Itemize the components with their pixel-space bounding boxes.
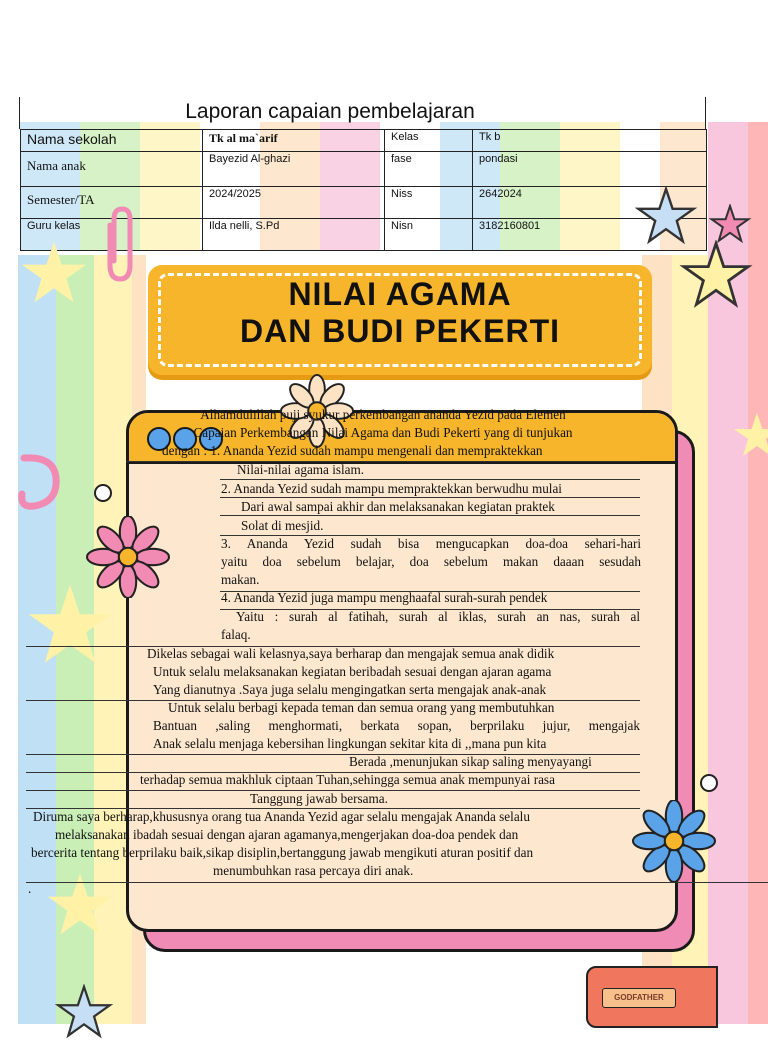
narrative-line: menumbuhkan rasa percaya diri anak. xyxy=(213,863,414,878)
narrative-line: terhadap semua makhluk ciptaan Tuhan,sehingga semua anak mempunyai rasa xyxy=(140,772,555,787)
narrative-line: Nilai-nilai agama islam. xyxy=(237,462,365,477)
narrative-line: Untuk selalu melaksanakan kegiatan beribadah sesuai dengan ajaran agama xyxy=(153,664,552,679)
table-row xyxy=(21,152,707,187)
frame-line-right xyxy=(705,97,706,129)
info-value: pondasi xyxy=(473,152,707,187)
narrative-line: Alhamdulillah puji syukur perkembangan ananda Yezid pada Elemen xyxy=(200,407,566,422)
narrative-line: 3. Ananda Yezid sudah bisa mengucapkan doa-doa sehari-hari xyxy=(221,536,641,551)
star-icon xyxy=(732,410,768,460)
banner-title-line1: NILAI AGAMA xyxy=(288,276,512,312)
narrative-line: makan. xyxy=(221,572,260,587)
info-value: 2024/2025 xyxy=(203,187,385,219)
star-icon xyxy=(40,870,120,940)
narrative-line: 2. Ananda Yezid sudah mampu mempraktekkan berwudhu mulai xyxy=(221,481,562,496)
flower-icon xyxy=(626,800,722,882)
narrative-line: falaq. xyxy=(221,627,251,642)
report-title: Laporan capaian pembelajaran xyxy=(185,100,475,123)
narrative-line: Diruma saya berharap,khususnya orang tua Ananda Yezid agar selalu mengajak Ananda selalu xyxy=(33,809,530,824)
info-label: Nisn xyxy=(385,219,473,251)
star-icon xyxy=(634,186,698,246)
narrative-line: Bantuan ,saling menghormati, berkata sopan, berprilaku jujur, mengajak xyxy=(153,718,640,733)
info-label: Nama sekolah xyxy=(21,130,203,152)
star-icon xyxy=(54,984,114,1040)
narrative-line: Yang dianutnya .Saya juga selalu mengingatkan serta mengajak anak-anak xyxy=(153,682,547,697)
info-label: Kelas xyxy=(385,130,473,152)
narrative-line: melaksanakan ibadah sesuai dengan ajaran agamanya,mengerjakan doa-doa pendek dan xyxy=(55,827,519,842)
info-label: fase xyxy=(385,152,473,187)
info-value: 3182160801 xyxy=(473,219,707,251)
info-value: 2642024 xyxy=(473,187,707,219)
narrative-line: Solat di mesjid. xyxy=(241,518,324,533)
narrative-line: Anak selalu menjaga kebersihan lingkungan sekitar kita di ,,mana pun kita xyxy=(153,736,547,751)
narrative-line: dengan : 1. Ananda Yezid sudah mampu mengenali dan mempraktekkan xyxy=(162,443,543,458)
table-row xyxy=(21,130,707,152)
narrative-line: Tanggung jawab bersama. xyxy=(250,791,388,806)
narrative-line: bercerita tentang berprilaku baik,sikap disiplin,bertanggung jawab mengikuti aturan positif dan xyxy=(31,845,534,860)
dot-decoration xyxy=(700,774,718,792)
book-icon xyxy=(586,966,716,1030)
narrative-line: Dari awal sampai akhir dan melaksanakan kegiatan praktek xyxy=(241,499,555,514)
info-label: Guru kelas xyxy=(21,219,203,251)
narrative-line: yaitu doa sebelum belajar, doa sebelum makan daaan sesudah xyxy=(221,554,641,569)
info-value: Tk b xyxy=(473,130,707,152)
info-label: Semester/TA xyxy=(21,187,203,219)
narrative-line: Untuk selalu berbagi kepada teman dan semua orang yang membutuhkan xyxy=(168,700,555,715)
dot-decoration xyxy=(94,484,112,502)
narrative-line: Capaian Perkembangan Nilai Agama dan Budi Pekerti yang di tunjukan xyxy=(193,425,573,440)
narrative-line: Berada ,menunjukan sikap saling menyayangi xyxy=(349,754,592,769)
star-icon xyxy=(14,238,94,308)
subject-banner xyxy=(148,265,652,375)
narrative-line: . xyxy=(28,881,32,896)
info-value: Tk al ma`arif xyxy=(203,130,385,152)
banner-title-line2: DAN BUDI PEKERTI xyxy=(239,313,560,349)
star-icon xyxy=(708,204,752,244)
info-value: Bayezid Al-ghazi xyxy=(203,152,385,187)
narrative-line: Dikelas sebagai wali kelasnya,saya berharap dan mengajak semua anak didik xyxy=(147,646,555,661)
book-label: GODFATHER xyxy=(602,988,676,1008)
info-label: Niss xyxy=(385,187,473,219)
info-label: Nama anak xyxy=(21,152,203,187)
flower-icon xyxy=(80,516,176,598)
narrative-line: Yaitu : surah al fatihah, surah al iklas, surah an nas, surah al xyxy=(236,609,640,624)
narrative-line: 4. Ananda Yezid juga mampu menghaafal surah-surah pendek xyxy=(221,590,548,605)
swirl-decoration xyxy=(14,448,64,514)
star-icon xyxy=(678,240,754,310)
paperclip-icon xyxy=(98,205,138,285)
info-value: Ilda nelli, S.Pd xyxy=(203,219,385,251)
